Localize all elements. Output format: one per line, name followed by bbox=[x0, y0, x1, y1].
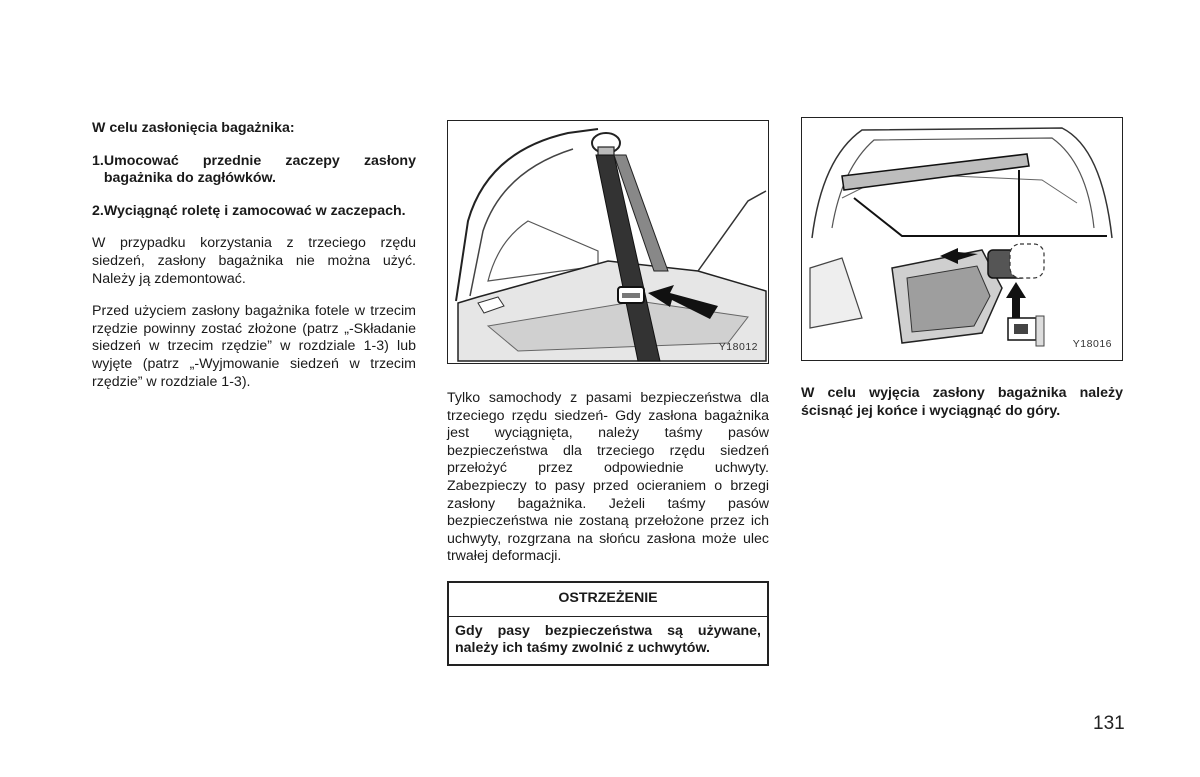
step-2 bbox=[92, 203, 416, 221]
step-text: Umocować przednie zaczepy zasłony bagażnika do zagłówków. bbox=[103, 152, 416, 187]
warning-text: Gdy pasy bezpieczeństwa są używane, należy ich taśmy zwolnić z uchwytów. bbox=[455, 622, 761, 657]
figure-code: Y18012 bbox=[718, 341, 758, 354]
cover-removal-illustration bbox=[802, 118, 1122, 360]
right-column bbox=[801, 117, 1123, 435]
paragraph-seat-folding-note: Przed użyciem zasłony bagażnika fotele w trzecim rzędzie powinny zostać złożone (patrz „-Składanie siedzeń w trzecim rzędzie” w rozdziale 1-3) lub wyjęte (patrz „-Wyjmowanie siedzeń w trzecim rzędzie” w rozdziale 1-3). bbox=[92, 303, 416, 390]
section-heading: W celu zasłonięcia bagażnika: bbox=[92, 120, 295, 136]
step-1 bbox=[92, 153, 416, 188]
seatbelt-holder-illustration bbox=[448, 121, 768, 363]
warning-title: OSTRZEŻENIE bbox=[449, 583, 767, 617]
paragraph-removal-instruction: W celu wyjęcia zasłony bagażnika należy ścisnąć jej końce i wyciągnąć do góry. bbox=[801, 385, 1123, 419]
step-text: Wyciągnąć roletę i zamocować w zaczepach. bbox=[103, 202, 406, 219]
figure-cover-removal bbox=[801, 117, 1123, 361]
paragraph-third-row-note: W przypadku korzystania z trzeciego rzędu siedzeń, zasłony bagażnika nie można użyć. Należy ją zdemontować. bbox=[92, 235, 416, 287]
figure-seatbelt-holder bbox=[447, 120, 769, 364]
step-number: 1. bbox=[92, 152, 104, 169]
middle-column bbox=[447, 120, 769, 666]
left-column bbox=[92, 120, 416, 406]
step-number: 2. bbox=[92, 202, 104, 219]
page-number: 131 bbox=[1093, 713, 1125, 734]
figure-code: Y18016 bbox=[1072, 338, 1112, 351]
warning-box bbox=[447, 581, 769, 666]
paragraph-belt-holders: Tylko samochody z pasami bezpieczeństwa dla trzeciego rzędu siedzeń- Gdy zasłona bagażnika jest wyciągnięta, należy taśmy pasów bezpieczeństwa dla trzeciego rzędu siedzeń przełożyć przez odpowiednie uchwyty. Zabezpieczy to pasy przed ocieraniem o brzegi zasłony bagażnika. Jeżeli taśmy pasów bezpieczeństwa nie zostaną przełożone przez ich uchwyty, rozgrzana na słońcu zasłona może ulec trwałej deformacji. bbox=[447, 390, 769, 565]
